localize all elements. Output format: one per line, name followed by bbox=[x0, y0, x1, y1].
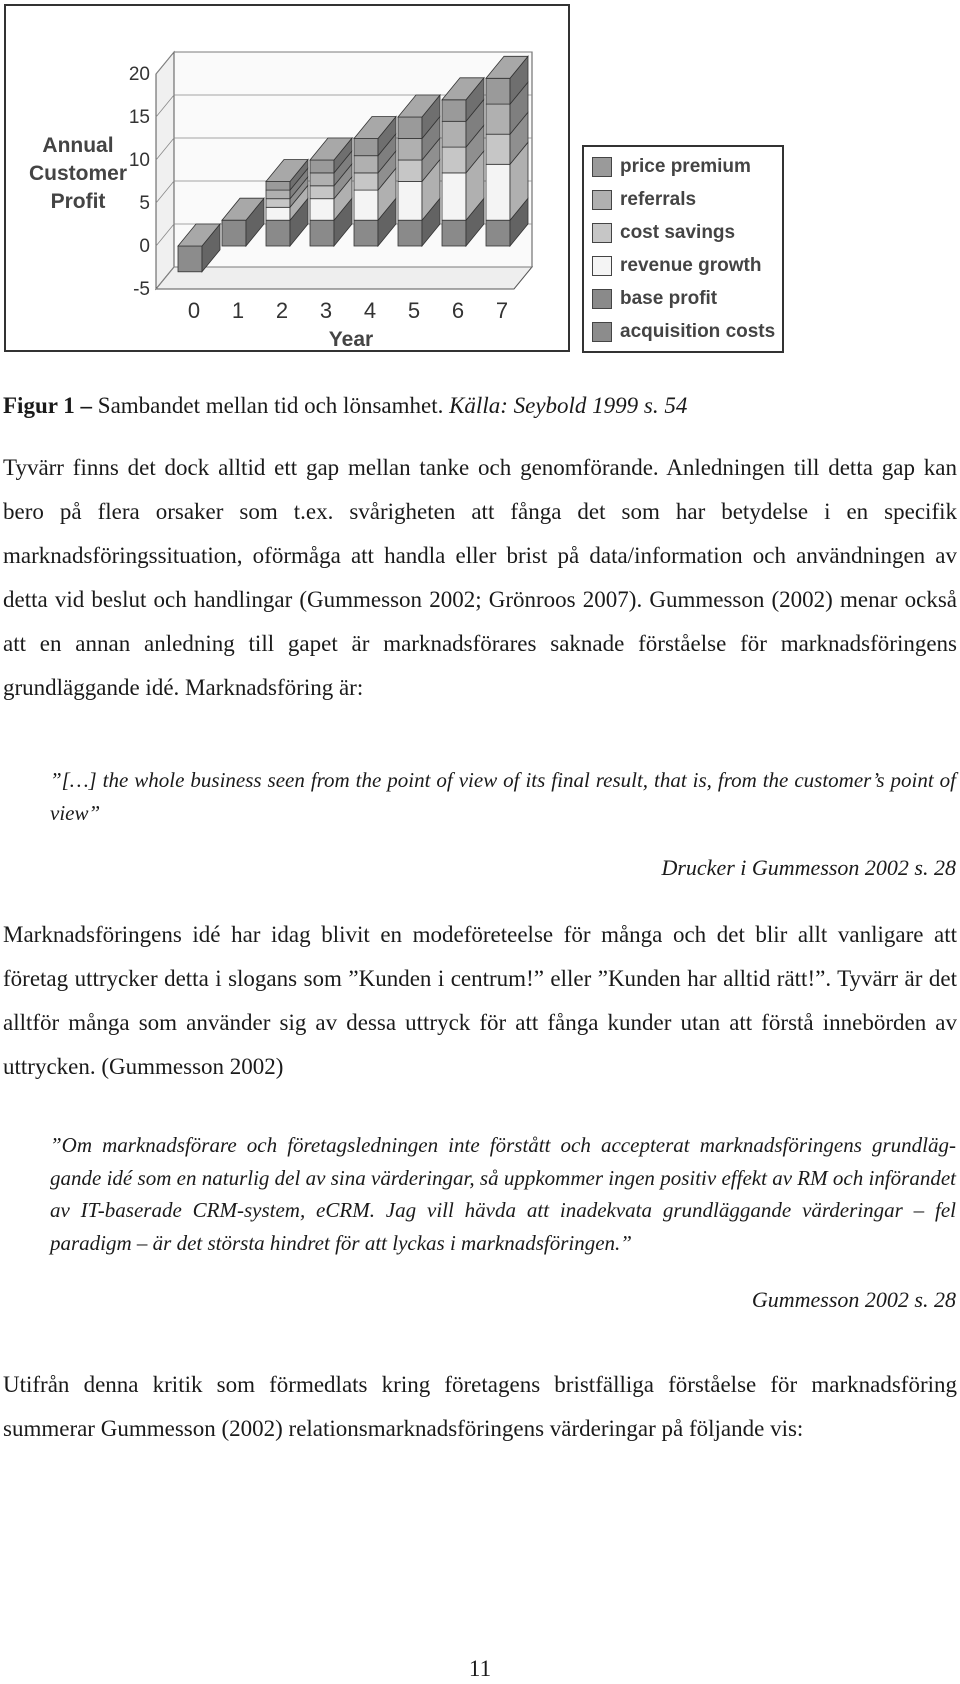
bar-segment-cost-savings bbox=[442, 147, 466, 173]
paragraph-2: Marknadsföringens idé har idag blivit en modeföreteelse för många och det blir allt vanligare att företag uttrycker detta i slogans som ”Kunden i centrum!” eller ”Kunden har alltid rätt!”. Tyvärr är det alltför många som använder sig av dessa uttryck för att fånga kunder utan att förstå innebörden av uttrycken. (Gummesson 2002) bbox=[3, 922, 957, 1079]
legend-label: referrals bbox=[620, 189, 697, 210]
bar-segment-revenue-growth bbox=[486, 164, 510, 220]
legend-item bbox=[592, 219, 735, 247]
bar-segment-cost-savings bbox=[266, 199, 290, 208]
legend-item bbox=[592, 285, 717, 313]
y-tick-label: 15 bbox=[128, 107, 150, 128]
y-tick-label: 10 bbox=[128, 150, 150, 171]
bar-segment-base-profit bbox=[398, 220, 422, 246]
quote-2-citation: Gummesson 2002 s. 28 bbox=[751, 1287, 956, 1312]
bar-segment-revenue-growth bbox=[398, 182, 422, 221]
bar-segment-base-profit bbox=[310, 220, 334, 246]
legend-item bbox=[592, 318, 775, 346]
paragraph-1: Tyvärr finns det dock alltid ett gap mellan tanke och genomförande. Anledningen till detta gap kan bero på flera orsaker som t.ex. svårigheten att fånga det som har betydelse i en specifik marknadsföringssituation, oförmåga att handla eller brist på data/information och användningen av detta vid beslut och handlingar (Gummesson 2002; Grönroos 2007). Gummesson (2002) menar också att en annan anledning till gapet är marknadsförares saknade förståelse för marknadsföringens grundläggande idé. Marknadsföring är: bbox=[3, 455, 957, 700]
bar-segment-referrals bbox=[310, 173, 334, 186]
legend-swatch bbox=[592, 157, 612, 177]
figure-caption bbox=[3, 393, 687, 419]
y-axis-title-line: Annual bbox=[42, 134, 114, 157]
bar-segment-referrals bbox=[398, 139, 422, 161]
bar-segment-base-profit bbox=[266, 220, 290, 246]
x-tick-label: 7 bbox=[495, 298, 509, 323]
y-tick-label: -5 bbox=[133, 279, 150, 300]
x-tick-label: 3 bbox=[319, 298, 333, 323]
chart-floor bbox=[156, 267, 532, 289]
legend-item bbox=[592, 153, 751, 181]
quote-1-citation: Drucker i Gummesson 2002 s. 28 bbox=[661, 855, 956, 880]
legend-swatch bbox=[592, 190, 612, 210]
legend-swatch bbox=[592, 322, 612, 342]
chart-figure bbox=[4, 4, 570, 352]
bar-segment-referrals bbox=[442, 121, 466, 147]
x-tick-label: 1 bbox=[231, 298, 245, 323]
caption-source: Källa: Seybold 1999 s. 54 bbox=[449, 393, 688, 418]
stacked-bar-chart-3d bbox=[6, 6, 572, 354]
quote-1: ”[…] the whole business seen from the point of view of its final result, that is, from the customer’s point of view” bbox=[50, 768, 956, 825]
bar-segment-cost-savings bbox=[354, 173, 378, 190]
bar-segment-price-premium bbox=[354, 139, 378, 156]
legend-swatch bbox=[592, 289, 612, 309]
legend-item bbox=[592, 252, 761, 280]
x-tick-label: 5 bbox=[407, 298, 421, 323]
y-tick-label: 20 bbox=[128, 64, 150, 85]
y-axis-title-line: Profit bbox=[50, 190, 106, 213]
bar-segment-cost-savings bbox=[486, 134, 510, 164]
bar-segment-price-premium bbox=[486, 78, 510, 104]
y-tick-label: 5 bbox=[139, 193, 150, 214]
page-number: 11 bbox=[468, 1656, 492, 1681]
y-axis-title-line: Customer bbox=[28, 162, 128, 185]
bar-segment-cost-savings bbox=[398, 160, 422, 182]
x-tick-label: 6 bbox=[451, 298, 465, 323]
chart-side-wall bbox=[156, 52, 174, 289]
legend-swatch bbox=[592, 223, 612, 243]
caption-label: Figur 1 – bbox=[3, 393, 93, 418]
bar-segment-base-profit bbox=[442, 220, 466, 246]
x-axis-title: Year bbox=[328, 328, 374, 351]
paragraph-3: Utifrån denna kritik som förmedlats kring företagens bristfälliga förståelse för marknadsföring summerar Gummesson (2002) relationsmarknadsföringens värderingar på följande vis: bbox=[3, 1372, 957, 1441]
bar-segment-price-premium bbox=[398, 117, 422, 139]
bar-segment-base-profit bbox=[222, 220, 246, 246]
bar-segment-referrals bbox=[354, 156, 378, 173]
bar-segment-revenue-growth bbox=[442, 173, 466, 220]
legend-item bbox=[592, 186, 696, 214]
x-tick-label: 2 bbox=[275, 298, 289, 323]
bar-segment-price-premium bbox=[266, 182, 290, 191]
legend-label: base profit bbox=[620, 288, 718, 309]
legend-label: price premium bbox=[620, 156, 751, 177]
legend-swatch bbox=[592, 256, 612, 276]
quote-2: ”Om marknadsförare och företagsledningen inte förstått och accepterat marknadsföringens grundläggande idé som en naturlig del av sina värderingar, så uppkommer ingen positiv effekt av RM och införandet av IT-baserade CRM-system, eCRM. Jag vill hävda att inadekvata grundläggande värderingar – fel paradigm – är det största hindret för att lyckas i marknadsföringen.” bbox=[50, 1133, 956, 1255]
legend-label: acquisition costs bbox=[620, 321, 776, 342]
bar-segment-revenue-growth bbox=[310, 199, 334, 221]
legend-label: revenue growth bbox=[620, 255, 762, 276]
bar-segment-acquisition-costs bbox=[178, 246, 202, 272]
bar-segment-referrals bbox=[486, 104, 510, 134]
legend-label: cost savings bbox=[620, 222, 736, 243]
bar-segment-cost-savings bbox=[310, 186, 334, 199]
bar-segment-base-profit bbox=[354, 220, 378, 246]
caption-text: Sambandet mellan tid och lönsamhet. bbox=[92, 393, 450, 418]
y-tick-label: 0 bbox=[139, 236, 150, 257]
x-tick-label: 4 bbox=[363, 298, 377, 323]
bar-segment-revenue-growth bbox=[266, 207, 290, 220]
x-tick-label: 0 bbox=[187, 298, 201, 323]
bar-segment-revenue-growth bbox=[354, 190, 378, 220]
bar-segment-base-profit bbox=[486, 220, 510, 246]
bar-segment-price-premium bbox=[442, 100, 466, 122]
bar-segment-referrals bbox=[266, 190, 290, 199]
bar-segment-price-premium bbox=[310, 160, 334, 173]
chart-legend bbox=[582, 145, 784, 353]
